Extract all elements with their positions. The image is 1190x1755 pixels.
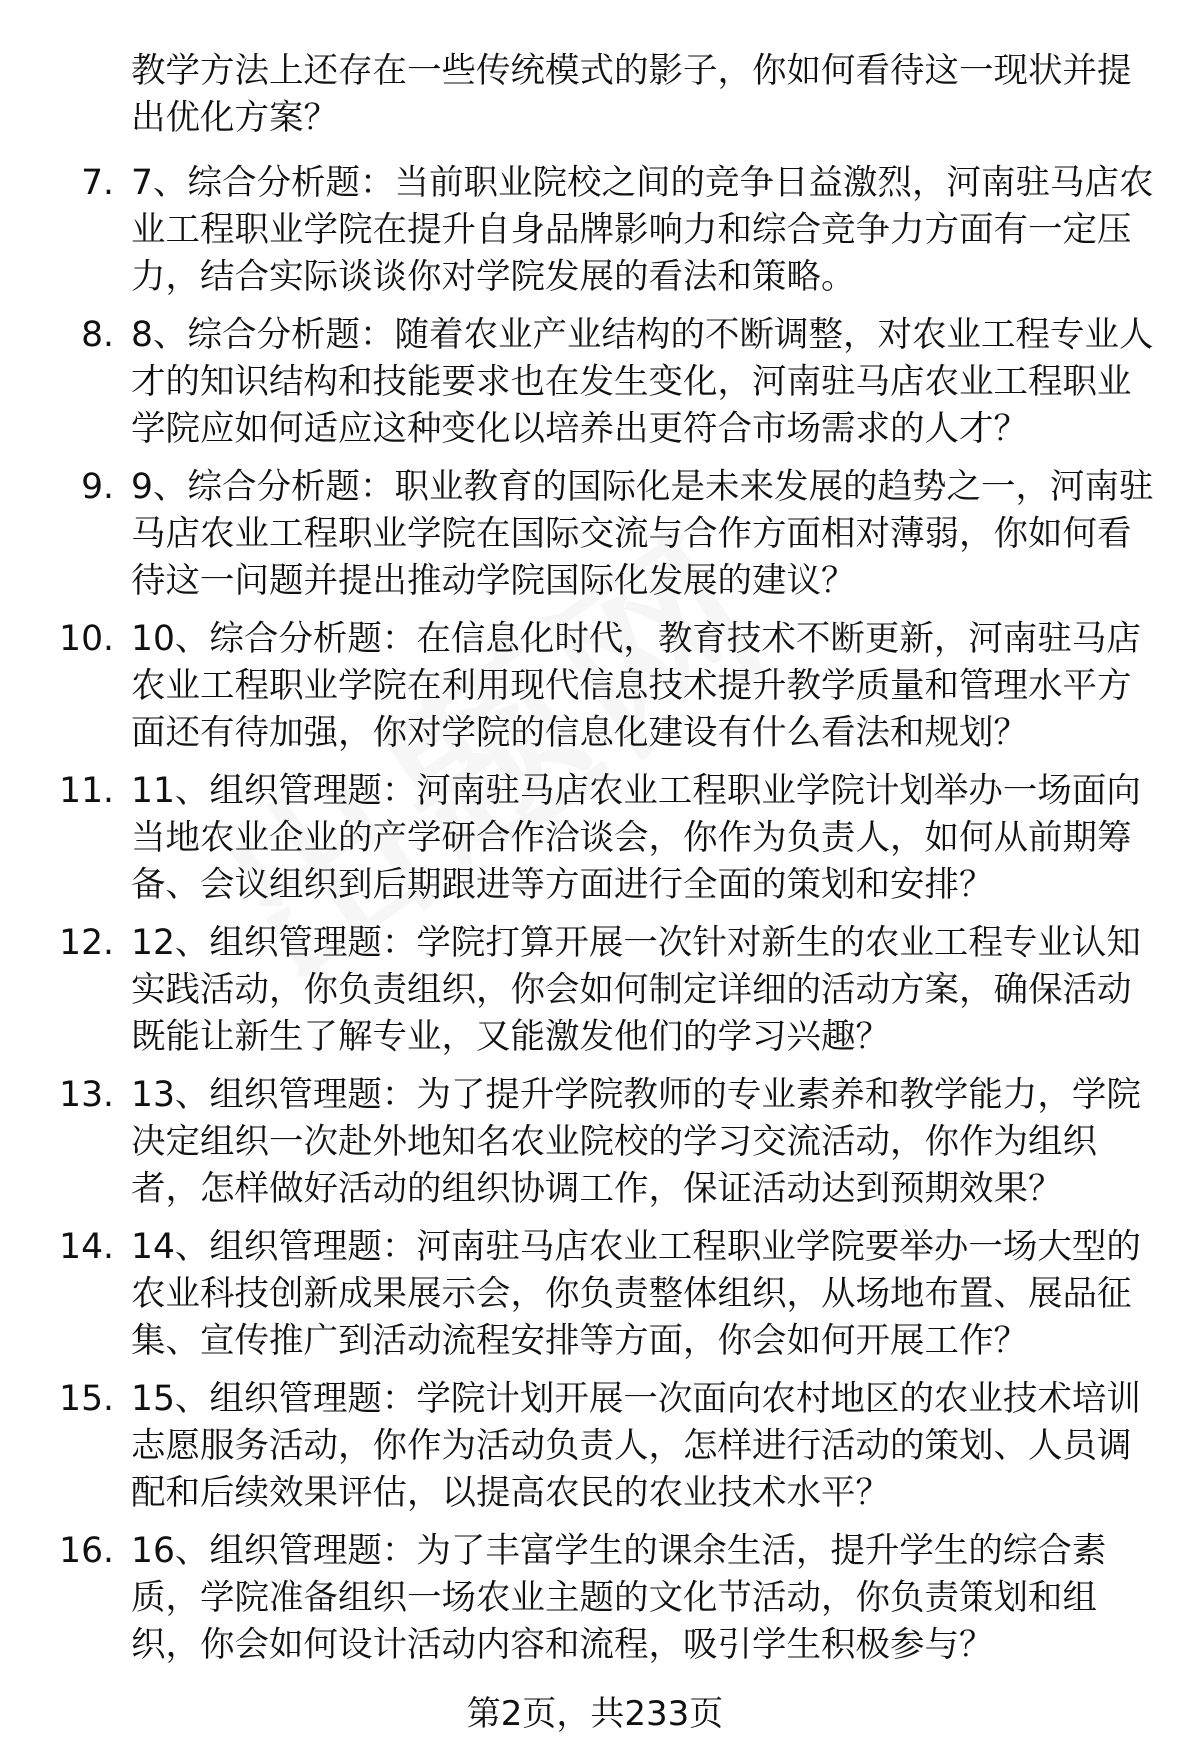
continued-paragraph: 教学方法上还存在一些传统模式的影子，你如何看待这一现状并提出优化方案？ — [131, 51, 1132, 138]
question-text: 10、综合分析题：在信息化时代，教育技术不断更新，河南驻马店农业工程职业学院在利用现代信息技术提升教学质量和管理水平方面还有待加强，你对学院的信息化建设有什么看法和规划？ — [131, 619, 1141, 753]
page-footer: 第2页，共233页 — [466, 1694, 724, 1734]
question-item — [0, 768, 1161, 909]
question-item — [0, 312, 1161, 453]
question-text: 15、组织管理题：学院计划开展一次面向农村地区的农业技术培训志愿服务活动，你作为活动负责人，怎样进行活动的策划、人员调配和后续效果评估，以提高农民的农业技术水平？ — [131, 1379, 1141, 1513]
document-body — [0, 48, 1190, 1680]
question-item — [0, 160, 1161, 301]
question-number: 16. — [59, 1531, 114, 1571]
question-item — [0, 1376, 1161, 1517]
question-text: 12、组织管理题：学院打算开展一次针对新生的农业工程专业认知实践活动，你负责组织，你会如何制定详细的活动方案，确保活动既能让新生了解专业，又能激发他们的学习兴趣？ — [131, 923, 1141, 1057]
question-text: 7、综合分析题：当前职业院校之间的竞争日益激烈，河南驻马店农业工程职业学院在提升自身品牌影响力和综合竞争力方面有一定压力，结合实际谈谈你对学院发展的看法和策略。 — [131, 163, 1154, 297]
question-number: 14. — [59, 1227, 114, 1267]
question-text: 13、组织管理题：为了提升学院教师的专业素养和教学能力，学院决定组织一次赴外地知名农业院校的学习交流活动，你作为组织者，怎样做好活动的组织协调工作，保证活动达到预期效果？ — [131, 1075, 1141, 1209]
question-text: 11、组织管理题：河南驻马店农业工程职业学院计划举办一场面向当地农业企业的产学研合作洽谈会，你作为负责人，如何从前期筹备、会议组织到后期跟进等方面进行全面的策划和安排？ — [131, 771, 1141, 905]
question-text: 9、综合分析题：职业教育的国际化是未来发展的趋势之一，河南驻马店农业工程职业学院在国际交流与合作方面相对薄弱，你如何看待这一问题并提出推动学院国际化发展的建议？ — [131, 467, 1154, 601]
question-number: 9. — [81, 467, 114, 507]
question-text: 14、组织管理题：河南驻马店农业工程职业学院要举办一场大型的农业科技创新成果展示会，你负责整体组织，从场地布置、展品征集、宣传推广到活动流程安排等方面，你会如何开展工作？ — [131, 1227, 1141, 1361]
question-item — [0, 1224, 1161, 1365]
question-item — [0, 464, 1161, 605]
question-item — [0, 1528, 1161, 1669]
question-number: 7. — [81, 163, 114, 203]
question-number: 13. — [59, 1075, 114, 1115]
question-number: 12. — [59, 923, 114, 963]
question-number: 15. — [59, 1379, 114, 1419]
question-number: 11. — [59, 771, 114, 811]
question-text: 8、综合分析题：随着农业产业结构的不断调整，对农业工程专业人才的知识结构和技能要求也在发生变化，河南驻马店农业工程职业学院应如何适应这种变化以培养出更符合市场需求的人才？ — [131, 315, 1154, 449]
question-item — [0, 920, 1161, 1061]
question-item — [0, 1072, 1161, 1213]
question-number: 10. — [59, 619, 114, 659]
question-item — [0, 616, 1161, 757]
question-list — [0, 160, 1190, 1669]
question-number: 8. — [81, 315, 114, 355]
question-text: 16、组织管理题：为了丰富学生的课余生活，提升学生的综合素质，学院准备组织一场农业主题的文化节活动，你负责策划和组织，你会如何设计活动内容和流程，吸引学生积极参与？ — [131, 1531, 1107, 1665]
